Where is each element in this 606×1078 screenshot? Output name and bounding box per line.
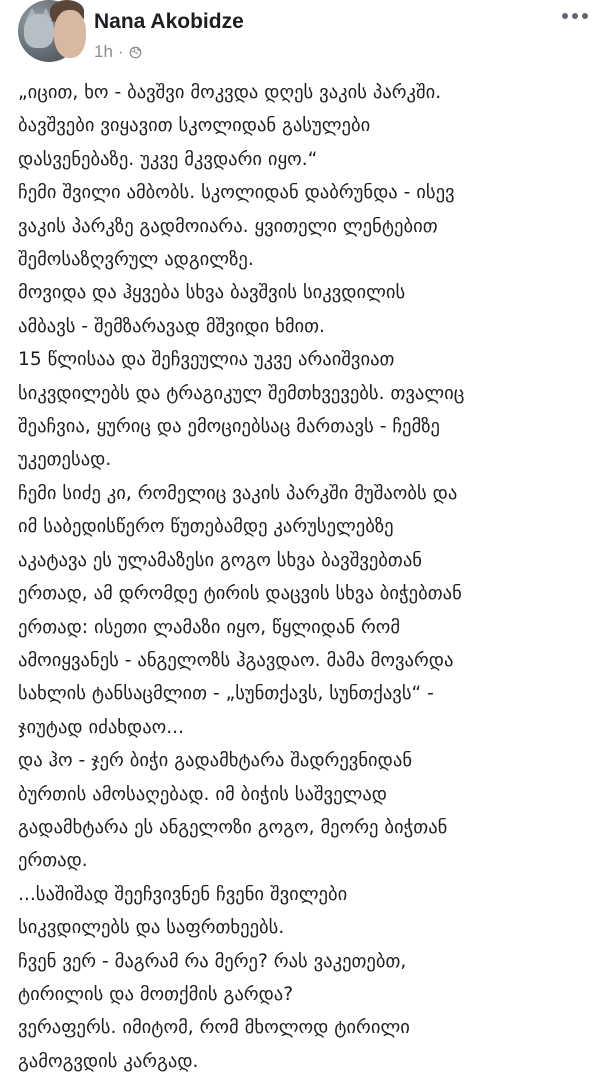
post-text-line: დასვენებაზე. უკვე მკვდარი იყო.“ (18, 148, 318, 170)
author-name[interactable]: Nana Akobidze (94, 10, 244, 33)
post-text-line: ერთად. (18, 850, 88, 872)
post-text-line: აკატავა ეს ულამაზესი გოგო სხვა ბავშვებთან (18, 549, 422, 571)
post-text-line: ვერაფერს. იმიტომ, რომ მხოლოდ ტირილი (18, 1017, 410, 1039)
post-text-line: „იცით, ხო - ბავშვი მოკვდა დღეს ვაკის პარკში. (18, 82, 442, 103)
post-text-line: და ჰო - ჯერ ბიჭი გადამხტარა შადრევნიდან (18, 750, 413, 772)
post-text-line: ტირილის და მოთქმის გარდა? (18, 983, 294, 1005)
post-text (18, 76, 592, 1078)
post-text-line: შეაჩვია, ყურიც და ემოციებსაც მართავს - ჩემზე (18, 416, 440, 438)
post-text-line: მოვიდა და ჰყვება სხვა ბავშვის სიკვდილის (18, 282, 406, 304)
avatar[interactable] (18, 0, 80, 62)
post-text-line: ვაკის პარკზე გადმოიარა. ყვითელი ლენტებით (18, 215, 438, 237)
globe-icon[interactable] (129, 46, 142, 59)
post-text-line: ერთად: ისეთი ლამაზი იყო, წყლიდან რომ (18, 616, 401, 638)
post-text-line: ჩვენ ვერ - მაგრამ რა მერე? რას ვაკეთებთ, (18, 950, 407, 972)
avatar-face (54, 10, 86, 58)
avatar-cat (24, 14, 54, 48)
post-text-line: ბურთის ამოსაღებად. იმ ბიჭის საშველად (18, 783, 387, 805)
post-text-line: 15 წლისაა და შეჩვეულია უკვე არაიშვიათ (18, 349, 395, 371)
post-text-line: ჩემი სიძე კი, რომელიც ვაკის პარკში მუშაობს და (18, 482, 458, 504)
post-text-line: შემოსაზღვრულ ადგილზე. (18, 249, 254, 271)
post-text-line: იმ საბედისწერო წუთებამდე კარუსელებზე (18, 516, 394, 538)
post-text-line: ბავშვები ვიყავით სკოლიდან გასულები (18, 115, 371, 137)
post-text-line: ჩემი შვილი ამბობს. სკოლიდან დაბრუნდა - ისევ (18, 182, 455, 204)
post-meta (94, 42, 142, 62)
post-text-line: ერთად, ამ დრომდე ტირის დაცვის სხვა ბიჭებთან (18, 583, 462, 605)
post-text-line: ამოიყვანეს - ანგელოზს ჰგავდაო. მამა მოვარდა (18, 649, 454, 671)
post-time[interactable]: 1h (94, 42, 113, 61)
post-text-line: ...საშიშად შეეჩვივნენ ჩვენი შვილები (18, 883, 348, 905)
post-text-line: სიკვდილებს და ტრაგიკულ შემთხვევებს. თვალიც (18, 382, 465, 404)
post-text-line: სიკვდილებს და საფრთხეებს. (18, 917, 285, 939)
post-text-line: სახლის ტანსაცმლით - „სუნთქავს, სუნთქავს“ - (18, 683, 434, 705)
post-text-line: ჯიუტად იძახდაო... (18, 716, 185, 738)
post-header (18, 0, 588, 70)
more-options-icon[interactable] (562, 10, 588, 22)
post-text-line: უკეთესად. (18, 449, 112, 471)
post-text-line: გამოგვდის კარგად. (18, 1050, 199, 1072)
post-text-line: გადამხტარა ეს ანგელოზი გოგო, მეორე ბიჭთან (18, 816, 448, 838)
meta-separator: · (117, 42, 124, 61)
post-text-line: ამბავს - შემზარავად მშვიდი ხმით. (18, 315, 325, 337)
